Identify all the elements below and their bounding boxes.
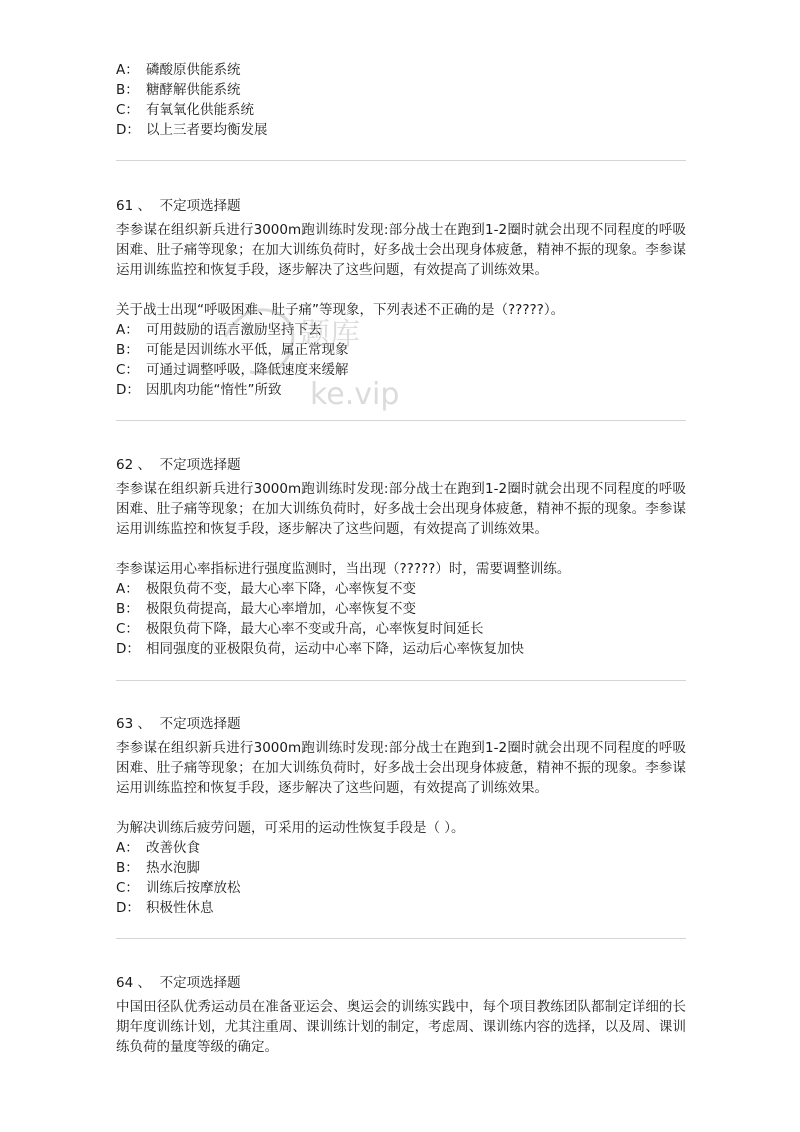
question-stem: 中国田径队优秀运动员在准备亚运会、奥运会的训练实践中，每个项目教练团队都制定详细的长期年度训练计划，尤其注重周、课训练计划的制定，考虑周、课训练内容的选择，以及周、课训练负荷的量度等级的确定。 [116, 999, 686, 1055]
option-d: D： 因肌肉功能“惰性”所致 [116, 382, 282, 398]
divider [116, 680, 686, 681]
question-prompt: 为解决训练后疲劳问题，可采用的运动性恢复手段是（ ）。 [116, 820, 465, 836]
option-c: C： 训练后按摩放松 [116, 880, 241, 896]
question-stem: 李参谋在组织新兵进行3000m跑训练时发现:部分战士在跑到1-2圈时就会出现不同程度的呼吸困难、肚子痛等现象；在加大训练负荷时，好多战士会出现身体疲惫，精神不振的现象。李参谋运用训练监控和恢复手段，逐步解决了这些问题，有效提高了训练效果。 [116, 740, 686, 796]
option-a: A： 改善伙食 [116, 840, 200, 856]
question-header: 64 、 不定项选择题 [116, 975, 241, 991]
divider [116, 938, 686, 939]
question-62 [116, 455, 686, 659]
divider [116, 160, 686, 161]
option-d: D： 相同强度的亚极限负荷，运动中心率下降，运动后心率恢复加快 [116, 641, 524, 657]
option-b: B： 极限负荷提高，最大心率增加，心率恢复不变 [116, 601, 416, 617]
option-a: A： 磷酸原供能系统 [116, 62, 241, 78]
option-c: C： 可通过调整呼吸，降低速度来缓解 [116, 362, 349, 378]
option-b: B： 热水泡脚 [116, 860, 200, 876]
watermark-text-line1: 题库 [300, 317, 360, 352]
question-64 [116, 973, 686, 1057]
prev-options [116, 60, 686, 140]
question-61 [116, 196, 686, 400]
option-b: B： 糖酵解供能系统 [116, 82, 241, 98]
option-c: C： 有氧氧化供能系统 [116, 102, 254, 118]
watermark-text-line2: ke.vip [310, 377, 400, 412]
option-a: A： 极限负荷不变，最大心率下降，心率恢复不变 [116, 581, 416, 597]
question-63 [116, 714, 686, 918]
question-prompt: 关于战士出现“呼吸困难、肚子痛”等现象，下列表述不正确的是（?????）。 [116, 302, 565, 318]
question-header: 62 、 不定项选择题 [116, 457, 241, 473]
question-header: 63 、 不定项选择题 [116, 716, 241, 732]
question-header: 61 、 不定项选择题 [116, 198, 241, 214]
option-b: B： 可能是因训练水平低，属正常现象 [116, 342, 349, 358]
question-prompt: 李参谋运用心率指标进行强度监测时，当出现（?????）时，需要调整训练。 [116, 561, 571, 577]
question-stem: 李参谋在组织新兵进行3000m跑训练时发现:部分战士在跑到1-2圈时就会出现不同程度的呼吸困难、肚子痛等现象；在加大训练负荷时，好多战士会出现身体疲惫，精神不振的现象。李参谋运用训练监控和恢复手段，逐步解决了这些问题，有效提高了训练效果。 [116, 481, 686, 537]
divider [116, 420, 686, 421]
option-a: A： 可用鼓励的语言激励坚持下去 [116, 322, 322, 338]
question-stem: 李参谋在组织新兵进行3000m跑训练时发现:部分战士在跑到1-2圈时就会出现不同程度的呼吸困难、肚子痛等现象；在加大训练负荷时，好多战士会出现身体疲惫，精神不振的现象。李参谋运用训练监控和恢复手段，逐步解决了这些问题，有效提高了训练效果。 [116, 222, 686, 278]
option-d: D： 以上三者要均衡发展 [116, 122, 268, 138]
option-c: C： 极限负荷下降，最大心率不变或升高，心率恢复时间延长 [116, 621, 484, 637]
option-d: D： 积极性休息 [116, 900, 214, 916]
